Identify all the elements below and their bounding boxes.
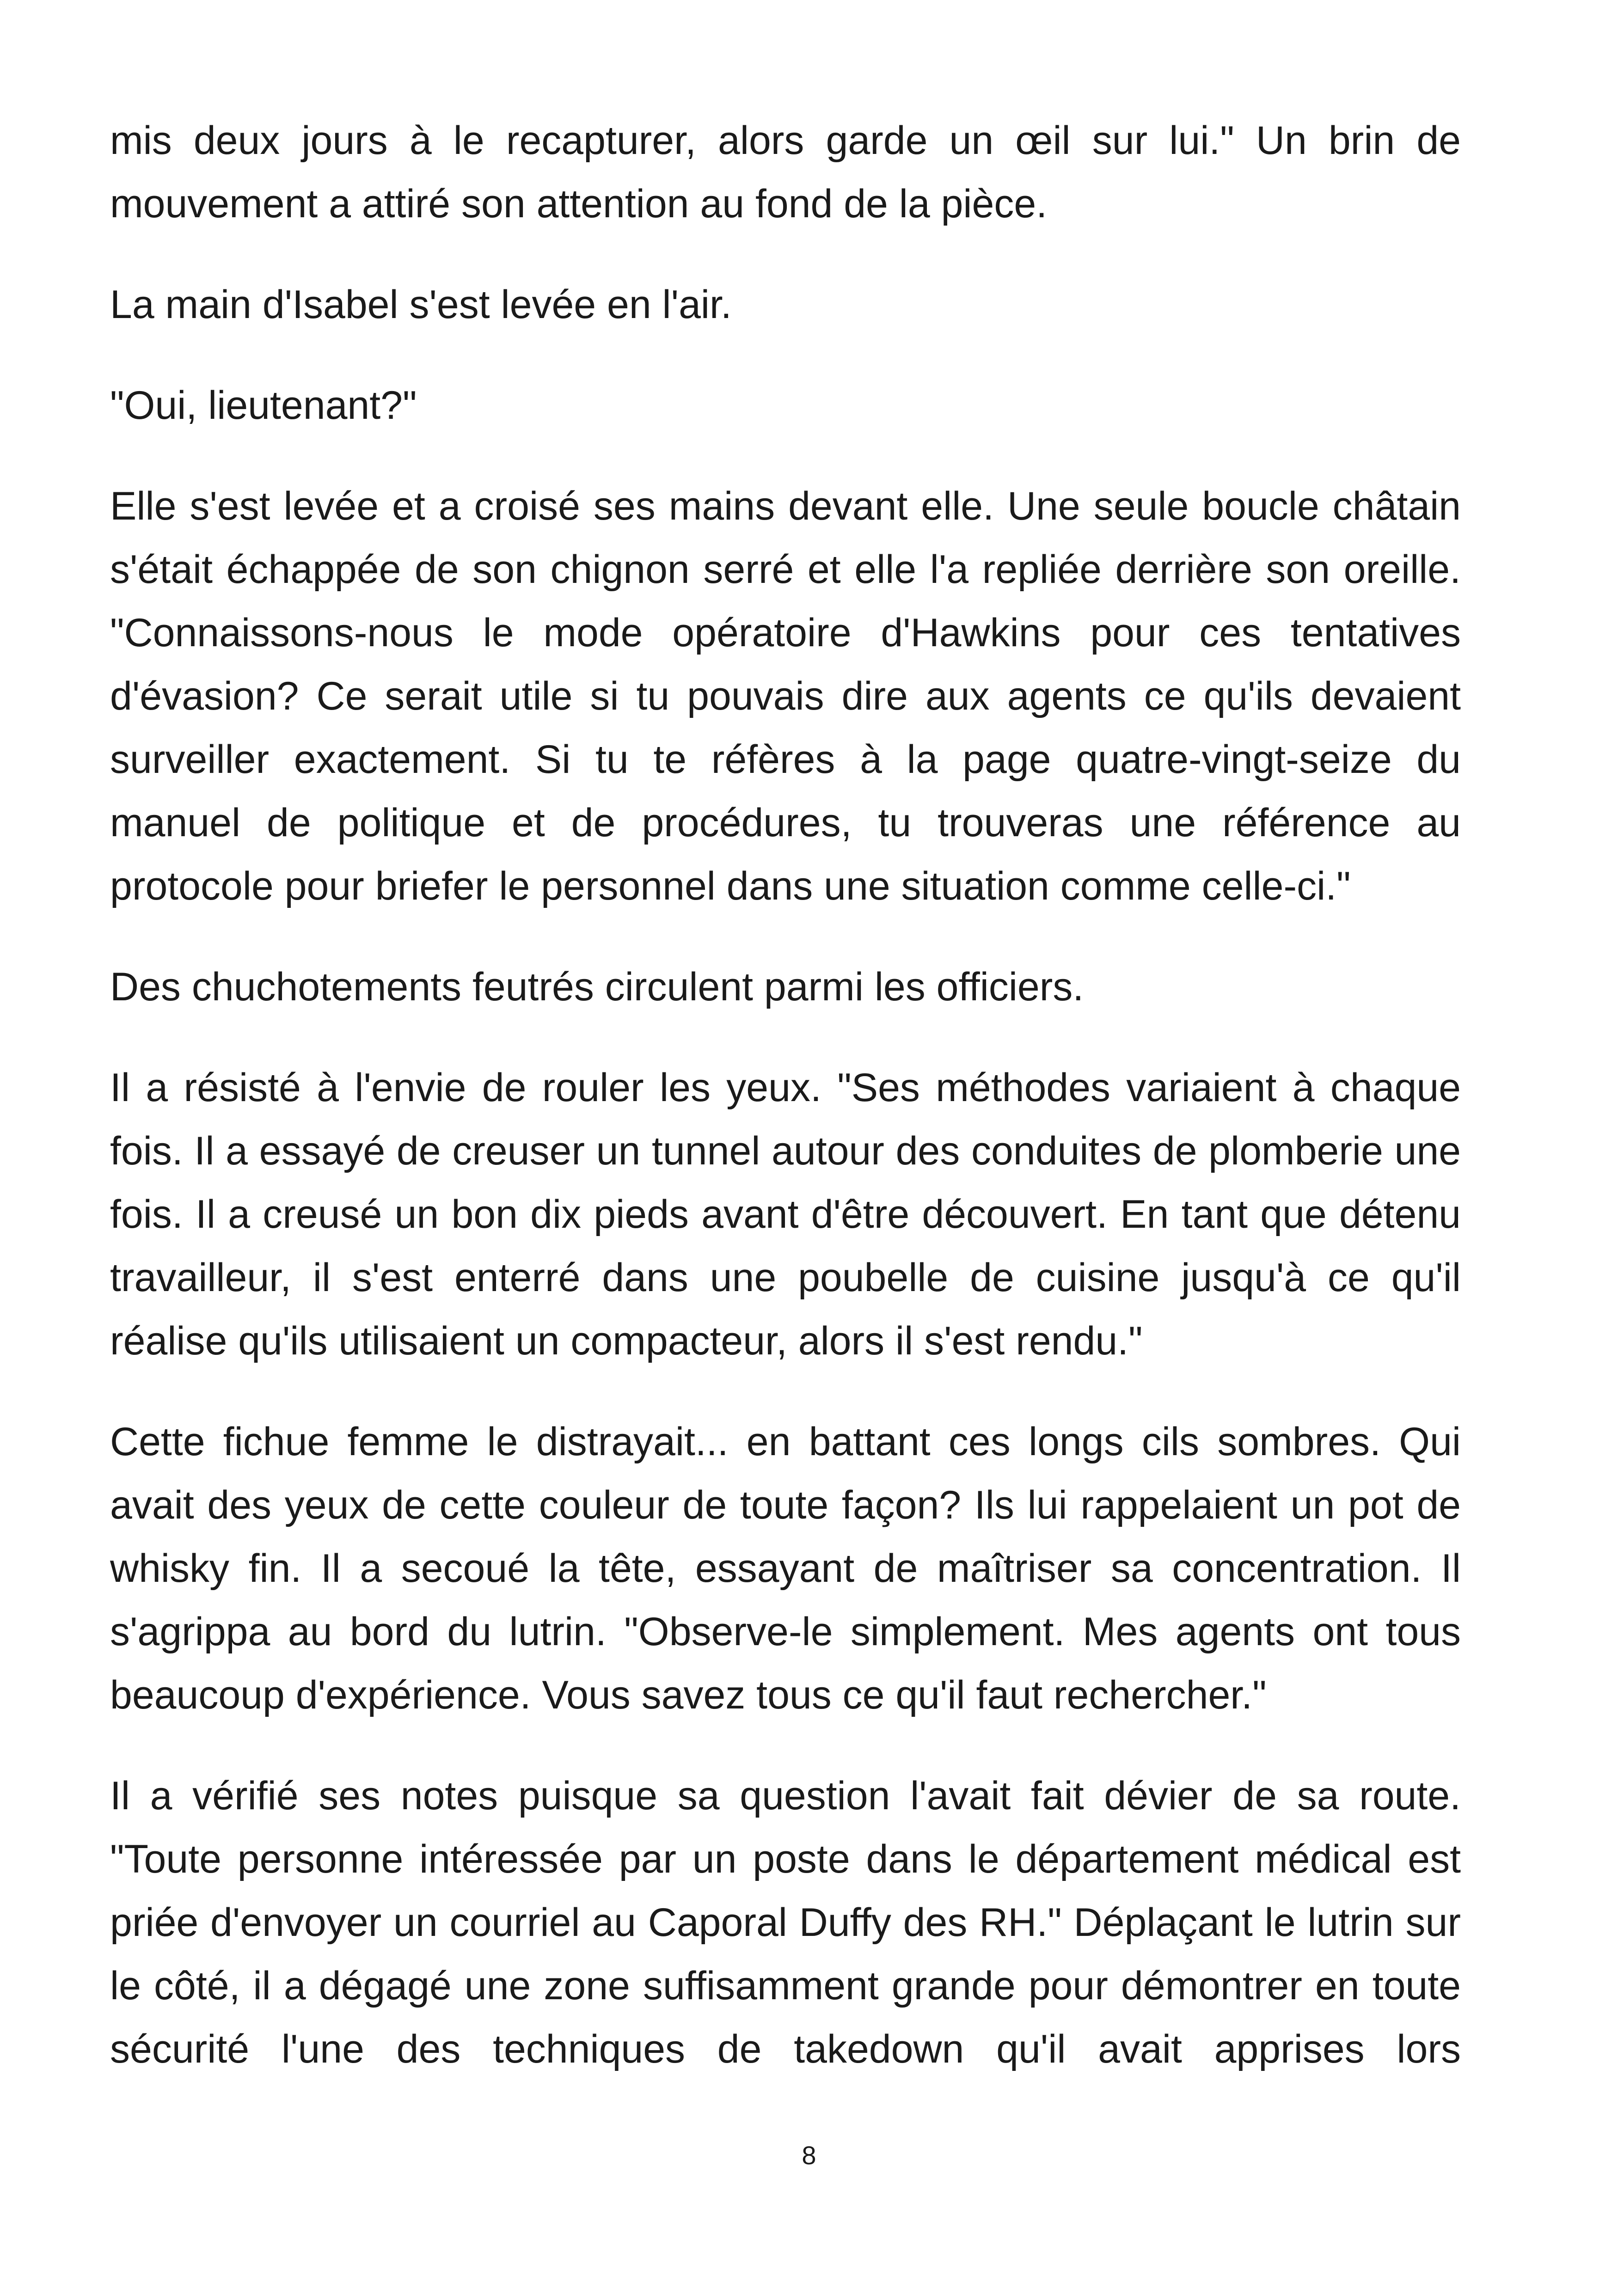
- paragraph-7: Cette fichue femme le distrayait... en battant ces longs cils sombres. Qui avait des yeux de cette couleur de toute façon? Ils lui rappelaient un pot de whisky fin. Il a secoué la tête, essayant de maîtriser sa concentration. Il s'agrippa au bord du lutrin. "Observe-le simplement. Mes agents ont tous beaucoup d'expérience. Vous savez tous ce qu'il faut rechercher.": [110, 1420, 1461, 1717]
- body-text: [110, 109, 1461, 2118]
- paragraph-3: "Oui, lieutenant?": [110, 383, 417, 428]
- paragraph-6: Il a résisté à l'envie de rouler les yeux. "Ses méthodes variaient à chaque fois. Il a essayé de creuser un tunnel autour des conduites de plomberie une fois. Il a creusé un bon dix pieds avant d'être découvert. En tant que détenu travailleur, il s'est enterré dans une poubelle de cuisine jusqu'à ce qu'il réalise qu'ils utilisaient un compacteur, alors il s'est rendu.": [110, 1065, 1461, 1363]
- paragraph-1: mis deux jours à le recapturer, alors garde un œil sur lui." Un brin de mouvement a attiré son attention au fond de la pièce.: [110, 118, 1461, 226]
- paragraph-2: La main d'Isabel s'est levée en l'air.: [110, 282, 732, 327]
- paragraph-5: Des chuchotements feutrés circulent parmi les officiers.: [110, 965, 1084, 1009]
- paragraph-4: Elle s'est levée et a croisé ses mains devant elle. Une seule boucle châtain s'était échappée de son chignon serré et elle l'a repliée derrière son oreille. "Connaissons-nous le mode opératoire d'Hawkins pour ces tentatives d'évasion? Ce serait utile si tu pouvais dire aux agents ce qu'ils devaient surveiller exactement. Si tu te réfères à la page quatre-vingt-seize du manuel de politique et de procédures, tu trouveras une référence au protocole pour briefer le personnel dans une situation comme celle-ci.": [110, 484, 1461, 908]
- page-number: 8: [802, 2141, 816, 2170]
- paragraph-8: Il a vérifié ses notes puisque sa question l'avait fait dévier de sa route. "Toute personne intéressée par un poste dans le département médical est priée d'envoyer un courriel au Caporal Duffy des RH." Déplaçant le lutrin sur le côté, il a dégagé une zone suffisamment grande pour démontrer en toute sécurité l'une des techniques de takedown qu'il avait apprises lors: [110, 1774, 1461, 2071]
